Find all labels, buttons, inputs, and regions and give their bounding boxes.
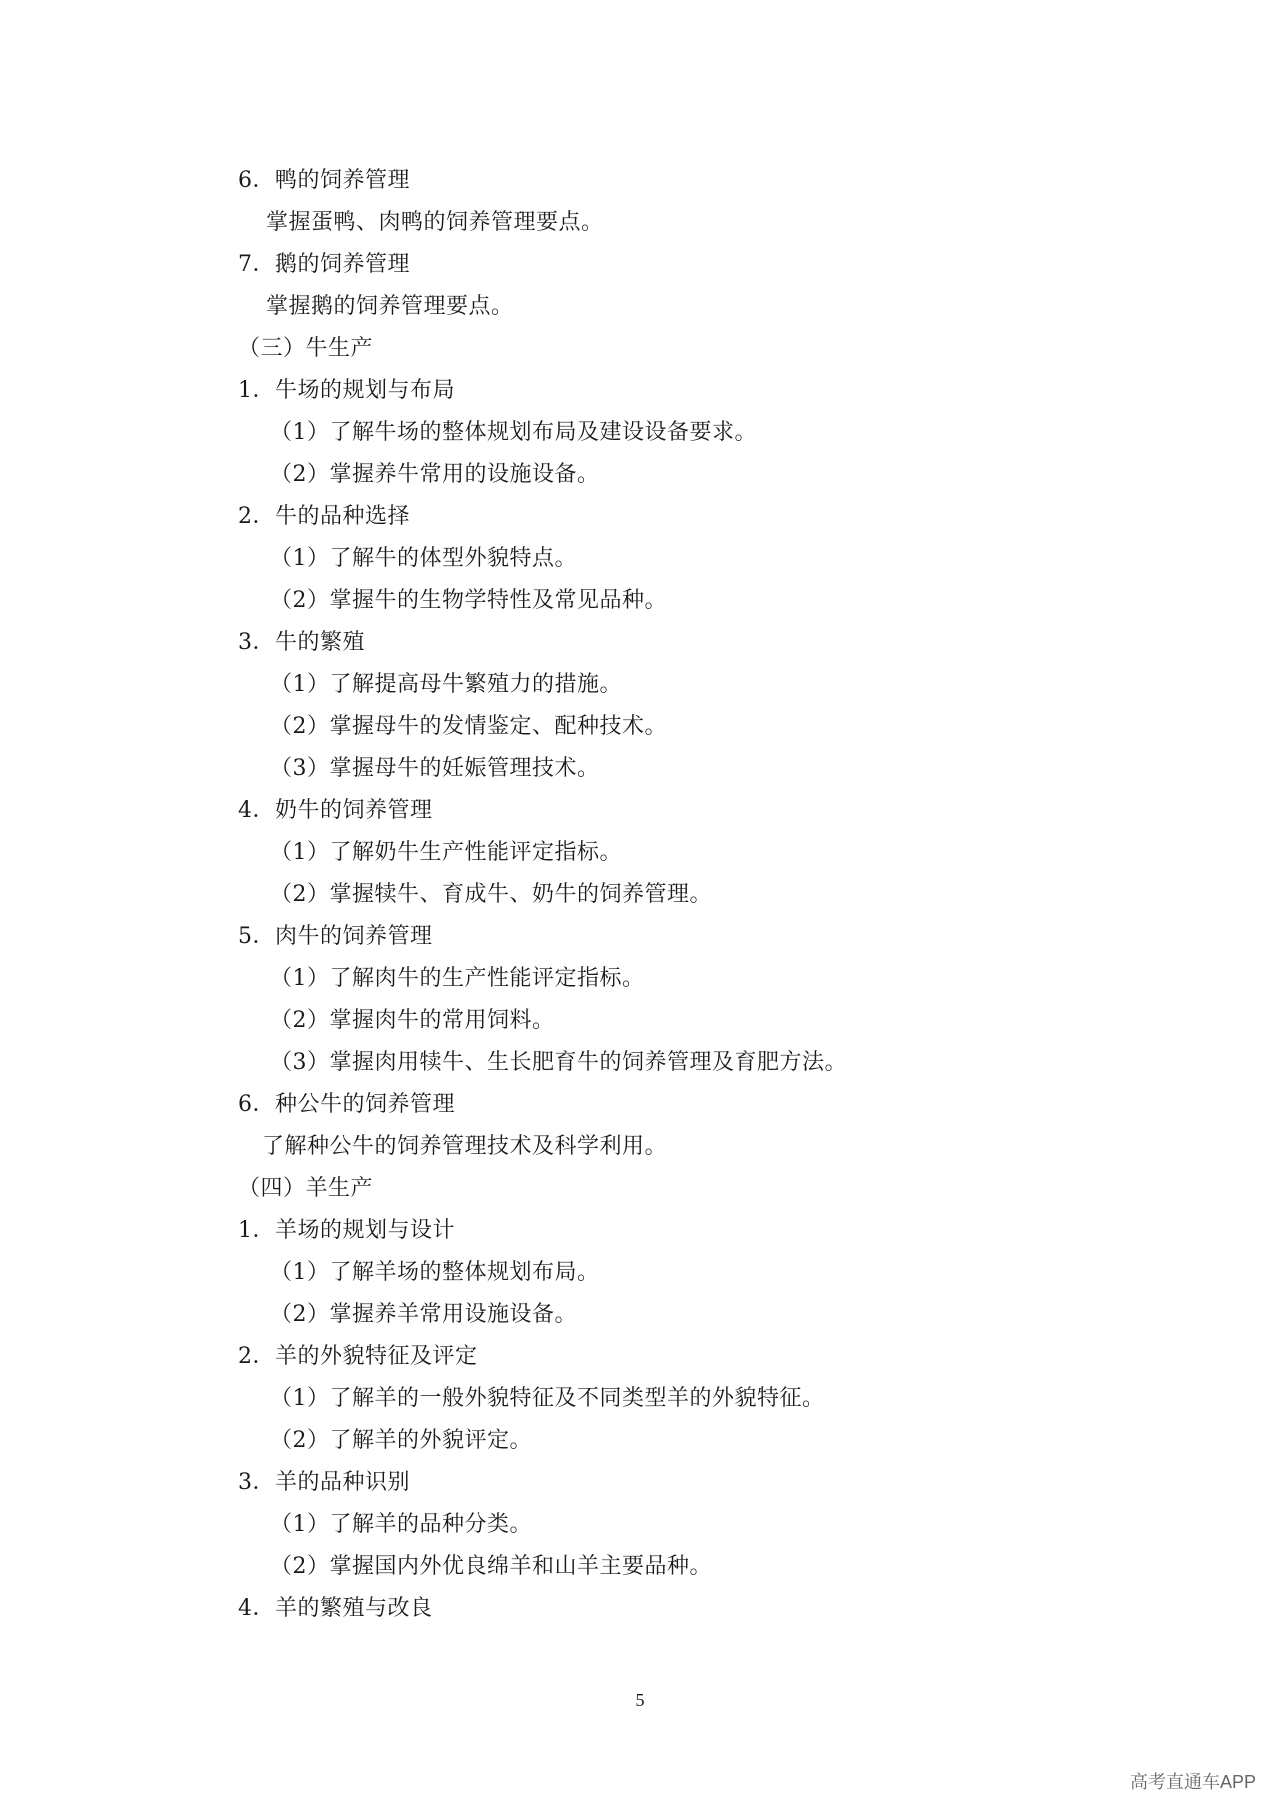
page-number: 5 [635,1690,645,1710]
section-heading: （四）羊生产 [238,1176,374,1201]
sub-item: （3）掌握肉用犊牛、生长肥育牛的饲养管理及育肥方法。 [270,1050,847,1075]
item-heading: 6．种公牛的饲养管理 [238,1092,455,1117]
sub-item: （1）了解羊场的整体规划布局。 [270,1260,600,1285]
item-heading: 4．羊的繁殖与改良 [238,1596,433,1621]
sub-item: （1）了解牛的体型外貌特点。 [270,546,577,571]
document-body [0,160,1280,1630]
sub-item: （1）了解羊的一般外貌特征及不同类型羊的外貌特征。 [270,1386,825,1411]
sub-item: （2）掌握牛的生物学特性及常见品种。 [270,588,667,613]
item-heading: 3．牛的繁殖 [238,630,365,655]
sub-item: （3）掌握母牛的妊娠管理技术。 [270,756,600,781]
item-heading: 2．牛的品种选择 [238,504,410,529]
sub-item: （1）了解提高母牛繁殖力的措施。 [270,672,622,697]
section-heading: （三）牛生产 [238,336,374,361]
sub-item: （2）掌握母牛的发情鉴定、配种技术。 [270,714,667,739]
item-heading: 4．奶牛的饲养管理 [238,798,433,823]
watermark-text: 高考直通车APP [1129,1772,1256,1792]
sub-item: （1）了解羊的品种分类。 [270,1512,532,1537]
item-heading: 2．羊的外貌特征及评定 [238,1344,478,1369]
sub-item: （2）掌握肉牛的常用饲料。 [270,1008,555,1033]
sub-item: （1）了解牛场的整体规划布局及建设设备要求。 [270,420,757,445]
sub-item: （2）了解羊的外貌评定。 [270,1428,532,1453]
sub-item: （1）了解奶牛生产性能评定指标。 [270,840,622,865]
item-heading: 1．羊场的规划与设计 [238,1218,455,1243]
sub-item: （2）掌握国内外优良绵羊和山羊主要品种。 [270,1554,712,1579]
item-heading: 3．羊的品种识别 [238,1470,410,1495]
paragraph: 了解种公牛的饲养管理技术及科学利用。 [262,1134,668,1159]
item-heading: 6．鸭的饲养管理 [238,168,410,193]
sub-item: （2）掌握犊牛、育成牛、奶牛的饲养管理。 [270,882,712,907]
item-heading: 7．鹅的饲养管理 [238,252,410,277]
paragraph: 掌握鹅的饲养管理要点。 [266,294,514,319]
item-heading: 1．牛场的规划与布局 [238,378,455,403]
sub-item: （2）掌握养羊常用设施设备。 [270,1302,577,1327]
sub-item: （2）掌握养牛常用的设施设备。 [270,462,600,487]
item-heading: 5．肉牛的饲养管理 [238,924,433,949]
paragraph: 掌握蛋鸭、肉鸭的饲养管理要点。 [266,210,604,235]
sub-item: （1）了解肉牛的生产性能评定指标。 [270,966,645,991]
